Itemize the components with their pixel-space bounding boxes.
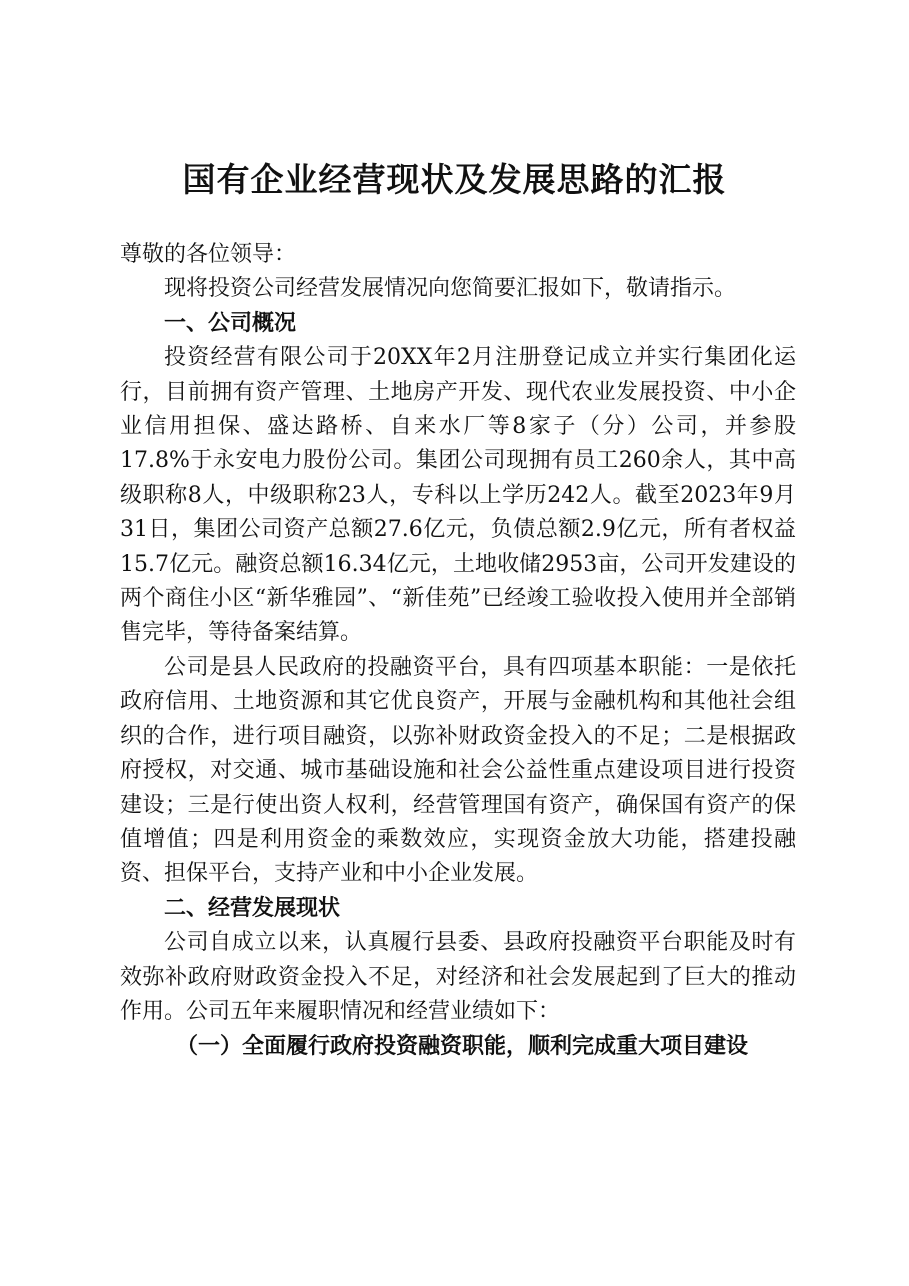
paragraph-company-overview: 投资经营有限公司于20XX年2月注册登记成立并实行集团化运行，目前拥有资产管理、土地房产开发、现代农业发展投资、中小企业信用担保、盛达路桥、自来水厂等8家子（分）公司，并参股17.8%于永安电力股份公司。集团公司现拥有员工260余人，其中高级职称8人，中级职称23人，专科以上学历242人。截至2023年9月31日，集团公司资产总额27.6亿元，负债总额2.9亿元，所有者权益15.7亿元。融资总额16.34亿元，土地收储2953亩，公司开发建设的两个商住小区“新华雅园”、“新佳苑”已经竣工验收投入使用并全部销售完毕，等待备案结算。 [120,345,796,646]
document-body [120,238,796,1064]
document-title: 国有企业经营现状及发展思路的汇报 [182,160,727,199]
salutation: 尊敬的各位领导： [120,242,297,267]
subsection-heading-investment: （一）全面履行政府投资融资职能，顺利完成重大项目建设 [176,1033,749,1060]
paragraph-company-functions: 公司是县人民政府的投融资平台，具有四项基本职能：一是依托政府信用、土地资源和其它优良资产，开展与金融机构和其他社会组织的合作，进行项目融资，以弥补财政资金投入的不足；二是根据政府授权，对交通、城市基础设施和社会公益性重点建设项目进行投资建设；三是行使出资人权利，经营管理国有资产，确保国有资产的保值增值；四是利用资金的乘数效应，实现资金放大功能，搭建投融资、担保平台，支持产业和中小企业发展。 [120,654,796,887]
section-heading-status: 二、经营发展现状 [164,895,341,921]
section-heading-overview: 一、公司概况 [164,310,297,336]
paragraph-operating-status: 公司自成立以来，认真履行县委、县政府投融资平台职能及时有效弥补政府财政资金投入不足，对经济和社会发展起到了巨大的推动作用。公司五年来履职情况和经营业绩如下： [120,930,796,1024]
intro-paragraph: 现将投资公司经营发展情况向您简要汇报如下，敬请指示。 [164,276,737,302]
